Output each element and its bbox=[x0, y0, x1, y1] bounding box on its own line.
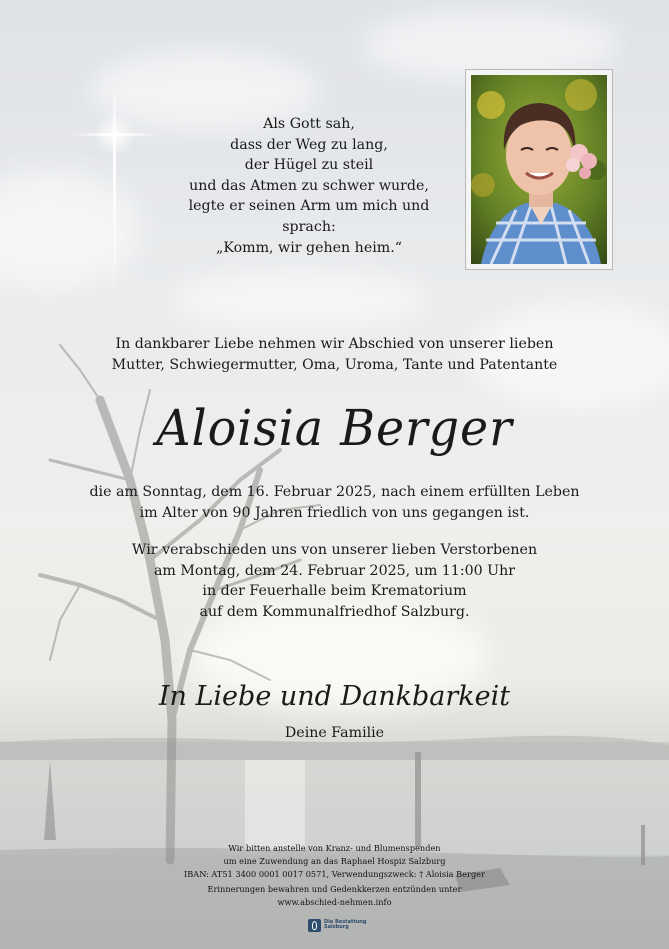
bestattung-logo-icon bbox=[308, 917, 366, 933]
family-signature: Deine Familie bbox=[284, 725, 385, 741]
poem-line: legte er seinen Arm um mich und bbox=[188, 198, 430, 215]
service-line: in der Feuerhalle beim Krematorium bbox=[202, 583, 467, 600]
deceased-name: Aloisia Berger bbox=[156, 399, 513, 457]
footer-line: Wir bitten anstelle von Kranz- und Blumenspenden bbox=[228, 843, 441, 853]
service-details bbox=[0, 540, 669, 622]
death-notice bbox=[0, 482, 669, 523]
service-line: Wir verabschieden uns von unserer lieben Verstorbenen bbox=[131, 542, 538, 558]
portrait-photo bbox=[471, 75, 607, 264]
intro-line: Mutter, Schwiegermutter, Oma, Uroma, Tante und Patentante bbox=[111, 356, 558, 373]
footer-line: IBAN: AT51 3400 0001 0017 0571, Verwendungszweck: † Aloisia Berger bbox=[184, 868, 485, 879]
death-line: die am Sonntag, dem 16. Februar 2025, nach einem erfüllten Leben bbox=[89, 484, 580, 500]
poem-line: dass der Weg zu lang, bbox=[230, 136, 388, 153]
poem-line: „Komm, wir gehen heim.“ bbox=[216, 239, 402, 256]
poem-line: sprach: bbox=[282, 218, 336, 235]
poem bbox=[178, 114, 440, 258]
donation-footer bbox=[0, 842, 669, 909]
logo-line: Die Bestattung bbox=[324, 918, 367, 925]
closing-phrase: In Liebe und Dankbarkeit bbox=[158, 681, 511, 712]
service-line: am Montag, dem 24. Februar 2025, um 11:00 Uhr bbox=[153, 562, 516, 579]
poem-line: Als Gott sah, bbox=[263, 116, 355, 132]
portrait-frame bbox=[465, 69, 613, 270]
logo-mark-icon bbox=[308, 919, 321, 932]
intro-line: In dankbarer Liebe nehmen wir Abschied von unserer lieben bbox=[115, 336, 554, 352]
poem-line: der Hügel zu steil bbox=[244, 157, 374, 174]
footer-url[interactable]: www.abschied-nehmen.info bbox=[277, 897, 392, 908]
service-line: auf dem Kommunalfriedhof Salzburg. bbox=[199, 603, 470, 620]
lake-post bbox=[415, 752, 421, 847]
footer-line: um eine Zuwendung an das Raphael Hospiz Salzburg bbox=[223, 855, 446, 866]
intro-text bbox=[0, 334, 669, 375]
poem-line: und das Atmen zu schwer wurde, bbox=[189, 177, 429, 194]
logo-line: Salzburg bbox=[324, 924, 349, 930]
footer-candles: Erinnerungen bewahren und Gedenkkerzen entzünden unter bbox=[207, 884, 462, 895]
death-line: im Alter von 90 Jahren friedlich von uns gegangen ist. bbox=[139, 504, 530, 521]
